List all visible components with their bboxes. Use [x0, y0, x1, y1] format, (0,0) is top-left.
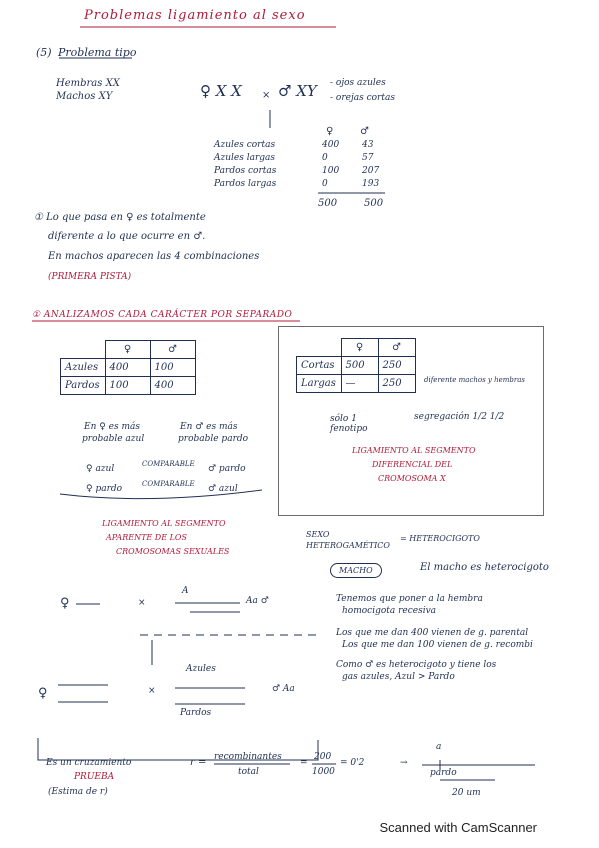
result-female-count: 0	[322, 153, 328, 163]
results-head-male: ♂	[360, 126, 369, 137]
t1-note-left-2: probable azul	[82, 434, 145, 444]
t1-note-left-1: En ♀ es más	[84, 422, 140, 432]
note-line-3: En machos aparecen las 4 combinaciones	[48, 251, 260, 262]
formula-num: recombinantes	[214, 752, 282, 762]
problem-label: Problema tipo	[58, 46, 137, 59]
result-phenotype: Azules cortas	[214, 140, 276, 150]
cross-symbol: ×	[262, 90, 271, 101]
cross-male: ♂ XY	[278, 82, 317, 100]
cross-symbol-3: ×	[148, 686, 156, 696]
azules-label: Azules	[186, 664, 216, 674]
lig-diff-1: LIGAMIENTO AL SEGMENTO	[352, 446, 476, 455]
cross-female: ♀ X X	[200, 82, 242, 100]
lig-diff-3: CROMOSOMA X	[378, 474, 446, 483]
female-symbol-2: ♀	[38, 686, 48, 701]
results-total-female: 500	[318, 198, 338, 209]
compare2-left: ♀ pardo	[86, 484, 123, 494]
conclusion-1: Es un cruzamiento	[46, 758, 132, 768]
bullet-3a: Como ♂ es heterocigoto y tiene los	[336, 660, 497, 670]
machos-text: Machos XY	[56, 91, 113, 102]
page-title: Problemas ligamiento al sexo	[84, 8, 306, 23]
note-line-4: (PRIMERA PISTA)	[48, 272, 132, 282]
lig-app-3: CROMOSOMAS SEXUALES	[116, 547, 230, 556]
result-male-count: 57	[362, 153, 374, 163]
pardos-label: Pardos	[180, 708, 212, 718]
table-color: ♀ ♂ Azules 400 100 Pardos 100 400	[60, 340, 196, 395]
compare2-mid: COMPARABLE	[142, 480, 195, 488]
scan-footer: Scanned with CamScanner	[379, 820, 537, 835]
trait-2: - orejas cortas	[330, 93, 395, 103]
formula-eq-num: 200	[314, 752, 332, 762]
map-distance: 20 um	[452, 788, 481, 798]
genotype-aa-male: Aa ♂	[246, 596, 269, 606]
lig-app-1: LIGAMIENTO AL SEGMENTO	[102, 519, 226, 528]
arrow-symbol: →	[400, 758, 408, 768]
formula-den: total	[238, 767, 259, 777]
result-male-count: 43	[362, 140, 374, 150]
compare1-mid: COMPARABLE	[142, 460, 195, 468]
bullet-2a: Los que me dan 400 vienen de g. parental	[336, 628, 529, 638]
bullet-3b: gas azules, Azul > Pardo	[342, 672, 455, 682]
note-line-1: ① Lo que pasa en ♀ es totalmente	[34, 212, 206, 223]
t2-note-1: sólo 1 fenotipo	[330, 414, 368, 434]
result-female-count: 400	[322, 140, 340, 150]
compare2-right: ♂ azul	[208, 484, 238, 494]
map-allele: a	[436, 742, 442, 752]
result-male-count: 207	[362, 166, 380, 176]
hembras-text: Hembras XX	[56, 78, 120, 89]
conclusion-2: PRUEBA	[74, 772, 115, 782]
male-aa: ♂ Aa	[272, 684, 295, 694]
lig-diff-2: DIFERENCIAL DEL	[372, 460, 453, 469]
sexo-eq: = HETEROCIGOTO	[400, 534, 480, 543]
formula-result: = 0'2	[340, 758, 365, 768]
macho-box: MACHO	[330, 563, 382, 578]
problem-number: (5)	[36, 46, 52, 59]
result-female-count: 100	[322, 166, 340, 176]
trait-1: - ojos azules	[330, 78, 386, 88]
macho-note: El macho es heterocigoto	[420, 562, 549, 573]
formula-eq-den: 1000	[312, 767, 335, 777]
result-male-count: 193	[362, 179, 380, 189]
result-phenotype: Pardos largas	[214, 179, 277, 189]
t1-note-right-1: En ♂ es más	[180, 422, 238, 432]
bullet-1b: homocigota recesiva	[342, 606, 437, 616]
result-phenotype: Pardos cortas	[214, 166, 277, 176]
sexo-line-1: SEXO	[306, 530, 330, 539]
allele-a: A	[182, 586, 189, 596]
cross-symbol-2: ×	[138, 598, 146, 608]
note-line-2: diferente a lo que ocurre en ♂.	[48, 231, 206, 242]
formula-r: r =	[190, 757, 207, 768]
section-heading: ① ANALIZAMOS CADA CARÁCTER POR SEPARADO	[32, 310, 293, 320]
compare1-left: ♀ azul	[86, 464, 115, 474]
compare1-right: ♂ pardo	[208, 464, 246, 474]
map-pardo: pardo	[430, 768, 457, 778]
lig-app-2: APARENTE DE LOS	[106, 533, 187, 542]
result-phenotype: Azules largas	[214, 153, 276, 163]
sexo-line-2: HETEROGAMÉTICO	[306, 541, 390, 550]
results-head-female: ♀	[326, 126, 334, 137]
result-female-count: 0	[322, 179, 328, 189]
t1-note-right-2: probable pardo	[178, 434, 249, 444]
results-total-male: 500	[364, 198, 384, 209]
bullet-2b: Los que me dan 100 vienen de g. recombi	[342, 640, 533, 650]
conclusion-3: (Estima de r)	[48, 787, 108, 797]
female-symbol: ♀	[60, 596, 70, 611]
bullet-1a: Tenemos que poner a la hembra	[336, 594, 483, 604]
t2-side-note: diferente machos y hembras	[424, 376, 525, 384]
table-length: ♀ ♂ Cortas 500 250 Largas — 250	[296, 338, 416, 393]
formula-eq: =	[300, 758, 308, 768]
t2-note-2: segregación 1/2 1/2	[414, 412, 505, 422]
